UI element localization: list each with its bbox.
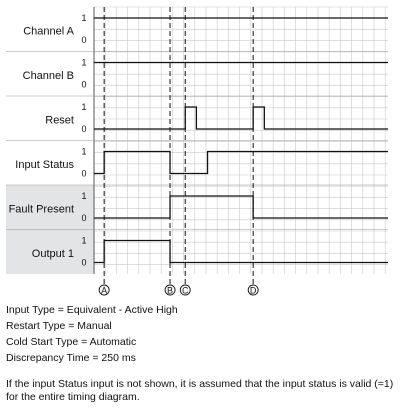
discrepancy-time-line: Discrepancy Time = 250 ms [6,352,136,364]
input-type-line: Input Type = Equivalent - Active High [6,304,178,316]
level-high-label: 1 [81,146,87,157]
signal-label-fault-present: Fault Present [8,203,74,216]
event-marker-label-c: C [181,285,189,296]
level-low-label: 0 [81,124,87,134]
waveform-input-status [94,152,388,174]
level-low-label: 0 [81,35,87,45]
level-low-label: 0 [81,257,87,268]
configuration-info [6,302,178,366]
event-marker-label-d: D [249,285,257,296]
waveform-fault-present [94,196,388,218]
level-low-label: 0 [81,213,87,223]
signal-label-input-status: Input Status [15,158,74,171]
level-high-label: 1 [81,13,87,23]
level-low-label: 0 [81,168,87,179]
input-status-note: If the input Status input is not shown, it is assumed that the input status is valid (=1) for the entire timing diagram. [6,378,394,403]
waveform-reset [94,107,388,129]
level-high-label: 1 [81,191,87,201]
signal-label-channel-b: Channel B [22,69,74,82]
level-high-label: 1 [81,57,87,68]
restart-type-line: Restart Type = Manual [6,320,112,332]
event-marker-label-b: B [167,285,174,296]
signal-label-reset: Reset [45,114,74,127]
level-low-label: 0 [81,79,87,90]
level-high-label: 1 [81,235,87,246]
waveform-output-1 [94,241,388,263]
signal-label-channel-a: Channel A [23,25,74,38]
cold-start-type-line: Cold Start Type = Automatic [6,336,137,348]
signal-label-output-1: Output 1 [31,247,74,260]
level-high-label: 1 [81,102,87,112]
event-marker-label-a: A [101,285,108,296]
